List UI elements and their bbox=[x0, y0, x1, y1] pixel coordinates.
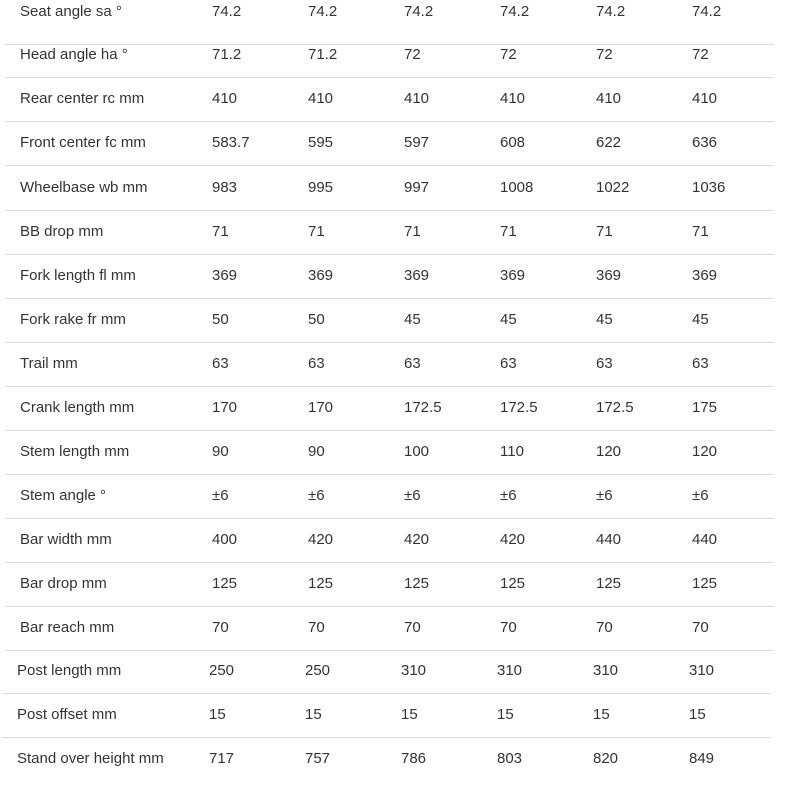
table-cell: 369 bbox=[692, 267, 718, 284]
table-cell: 172.5 bbox=[404, 399, 442, 416]
table-row bbox=[5, 121, 774, 166]
table-cell: 74.2 bbox=[692, 3, 722, 20]
table-cell: 63 bbox=[404, 355, 421, 372]
table-cell: 310 bbox=[497, 662, 523, 679]
table-cell: 440 bbox=[692, 531, 718, 548]
table-row bbox=[2, 737, 771, 781]
table-cell: 74.2 bbox=[596, 3, 626, 20]
table-cell: 70 bbox=[596, 619, 613, 636]
table-cell: 995 bbox=[308, 179, 334, 196]
table-cell: 63 bbox=[212, 355, 229, 372]
row-label: BB drop mm bbox=[20, 223, 104, 240]
table-cell: 983 bbox=[212, 179, 238, 196]
table-cell: 420 bbox=[404, 531, 430, 548]
table-row bbox=[5, 386, 774, 431]
table-row bbox=[5, 474, 774, 519]
table-cell: 410 bbox=[692, 90, 718, 107]
table-cell: 440 bbox=[596, 531, 622, 548]
table-cell: 250 bbox=[305, 662, 331, 679]
table-cell: 90 bbox=[212, 443, 229, 460]
table-row bbox=[2, 649, 771, 694]
table-cell: 170 bbox=[212, 399, 238, 416]
table-cell: 757 bbox=[305, 750, 331, 767]
table-row bbox=[5, 77, 774, 122]
row-label: Seat angle sa ° bbox=[20, 3, 122, 20]
table-cell: 400 bbox=[212, 531, 238, 548]
table-row bbox=[5, 518, 774, 563]
table-cell: 125 bbox=[500, 575, 526, 592]
row-label: Stand over height mm bbox=[17, 750, 164, 767]
table-cell: 410 bbox=[404, 90, 430, 107]
table-cell: 125 bbox=[404, 575, 430, 592]
row-label: Wheelbase wb mm bbox=[20, 179, 148, 196]
table-row bbox=[5, 298, 774, 343]
table-row bbox=[5, 254, 774, 299]
table-cell: 50 bbox=[212, 311, 229, 328]
row-label: Bar reach mm bbox=[20, 619, 115, 636]
table-cell: 74.2 bbox=[404, 3, 434, 20]
table-cell: 70 bbox=[692, 619, 709, 636]
table-cell: 369 bbox=[404, 267, 430, 284]
table-cell: 74.2 bbox=[212, 3, 242, 20]
table-cell: 597 bbox=[404, 134, 430, 151]
table-cell: 420 bbox=[500, 531, 526, 548]
row-label: Crank length mm bbox=[20, 399, 135, 416]
row-label: Bar width mm bbox=[20, 531, 112, 548]
table-cell: 622 bbox=[596, 134, 622, 151]
table-cell: 74.2 bbox=[500, 3, 530, 20]
table-cell: 125 bbox=[692, 575, 718, 592]
table-cell: 100 bbox=[404, 443, 430, 460]
row-label: Head angle ha ° bbox=[20, 46, 128, 63]
table-cell: 369 bbox=[500, 267, 526, 284]
table-cell: 125 bbox=[596, 575, 622, 592]
table-cell: ±6 bbox=[500, 487, 517, 504]
table-cell: 71.2 bbox=[212, 46, 242, 63]
table-cell: 786 bbox=[401, 750, 427, 767]
table-cell: 71 bbox=[308, 223, 325, 240]
table-row bbox=[5, 33, 774, 78]
table-cell: 74.2 bbox=[308, 3, 338, 20]
table-cell: 125 bbox=[308, 575, 334, 592]
table-cell: 170 bbox=[308, 399, 334, 416]
table-cell: 72 bbox=[404, 46, 421, 63]
table-cell: ±6 bbox=[308, 487, 325, 504]
table-cell: ±6 bbox=[596, 487, 613, 504]
table-cell: ±6 bbox=[692, 487, 709, 504]
table-cell: 820 bbox=[593, 750, 619, 767]
table-cell: 717 bbox=[209, 750, 235, 767]
table-cell: 45 bbox=[596, 311, 613, 328]
table-cell: 70 bbox=[212, 619, 229, 636]
table-cell: 70 bbox=[500, 619, 517, 636]
table-cell: 172.5 bbox=[596, 399, 634, 416]
table-cell: 71 bbox=[596, 223, 613, 240]
table-cell: 71 bbox=[404, 223, 421, 240]
table-cell: 608 bbox=[500, 134, 526, 151]
row-label: Rear center rc mm bbox=[20, 90, 145, 107]
table-cell: ±6 bbox=[404, 487, 421, 504]
row-label: Post offset mm bbox=[17, 706, 117, 723]
table-cell: 250 bbox=[209, 662, 235, 679]
table-row bbox=[5, 166, 774, 211]
table-row bbox=[5, 430, 774, 475]
row-label: Fork length fl mm bbox=[20, 267, 136, 284]
table-cell: 120 bbox=[596, 443, 622, 460]
table-cell: 849 bbox=[689, 750, 715, 767]
table-cell: 410 bbox=[596, 90, 622, 107]
table-cell: 72 bbox=[692, 46, 709, 63]
table-cell: 125 bbox=[212, 575, 238, 592]
table-cell: 120 bbox=[692, 443, 718, 460]
table-cell: 310 bbox=[401, 662, 427, 679]
table-cell: 50 bbox=[308, 311, 325, 328]
table-cell: 583.7 bbox=[212, 134, 250, 151]
table-cell: 15 bbox=[497, 706, 514, 723]
row-label: Trail mm bbox=[20, 355, 78, 372]
table-cell: 410 bbox=[212, 90, 238, 107]
table-cell: 1022 bbox=[596, 179, 630, 196]
table-cell: 15 bbox=[689, 706, 706, 723]
table-cell: 70 bbox=[308, 619, 325, 636]
table-cell: 63 bbox=[308, 355, 325, 372]
table-cell: 70 bbox=[404, 619, 421, 636]
row-label: Stem angle ° bbox=[20, 487, 107, 504]
row-label: Fork rake fr mm bbox=[20, 311, 126, 328]
table-cell: 45 bbox=[692, 311, 709, 328]
table-cell: 420 bbox=[308, 531, 334, 548]
table-cell: 172.5 bbox=[500, 399, 538, 416]
row-label: Stem length mm bbox=[20, 443, 130, 460]
table-cell: 410 bbox=[308, 90, 334, 107]
table-cell: 71 bbox=[500, 223, 517, 240]
table-cell: 63 bbox=[692, 355, 709, 372]
table-cell: 15 bbox=[305, 706, 322, 723]
table-cell: 71 bbox=[692, 223, 709, 240]
table-cell: 71.2 bbox=[308, 46, 338, 63]
table-cell: 15 bbox=[401, 706, 418, 723]
table-cell: 72 bbox=[596, 46, 613, 63]
row-label: Front center fc mm bbox=[20, 134, 146, 151]
table-cell: 803 bbox=[497, 750, 523, 767]
table-cell: 72 bbox=[500, 46, 517, 63]
table-cell: 15 bbox=[209, 706, 226, 723]
table-cell: 90 bbox=[308, 443, 325, 460]
table-row bbox=[5, 562, 774, 607]
table-cell: 63 bbox=[596, 355, 613, 372]
table-row bbox=[2, 693, 771, 738]
table-cell: 45 bbox=[500, 311, 517, 328]
table-cell: 71 bbox=[212, 223, 229, 240]
table-cell: 45 bbox=[404, 311, 421, 328]
table-cell: 410 bbox=[500, 90, 526, 107]
row-label: Post length mm bbox=[17, 662, 122, 679]
table-row bbox=[5, 210, 774, 255]
table-cell: 310 bbox=[593, 662, 619, 679]
table-cell: 636 bbox=[692, 134, 718, 151]
table-cell: 1008 bbox=[500, 179, 534, 196]
table-cell: 369 bbox=[596, 267, 622, 284]
table-cell: ±6 bbox=[212, 487, 229, 504]
table-cell: 15 bbox=[593, 706, 610, 723]
table-cell: 595 bbox=[308, 134, 334, 151]
table-cell: 997 bbox=[404, 179, 430, 196]
table-row bbox=[5, 342, 774, 387]
table-cell: 369 bbox=[212, 267, 238, 284]
row-label: Bar drop mm bbox=[20, 575, 107, 592]
table-cell: 110 bbox=[500, 443, 524, 460]
table-cell: 310 bbox=[689, 662, 715, 679]
table-cell: 369 bbox=[308, 267, 334, 284]
table-row bbox=[5, 606, 774, 651]
table-cell: 63 bbox=[500, 355, 517, 372]
table-cell: 175 bbox=[692, 399, 718, 416]
table-cell: 1036 bbox=[692, 179, 726, 196]
